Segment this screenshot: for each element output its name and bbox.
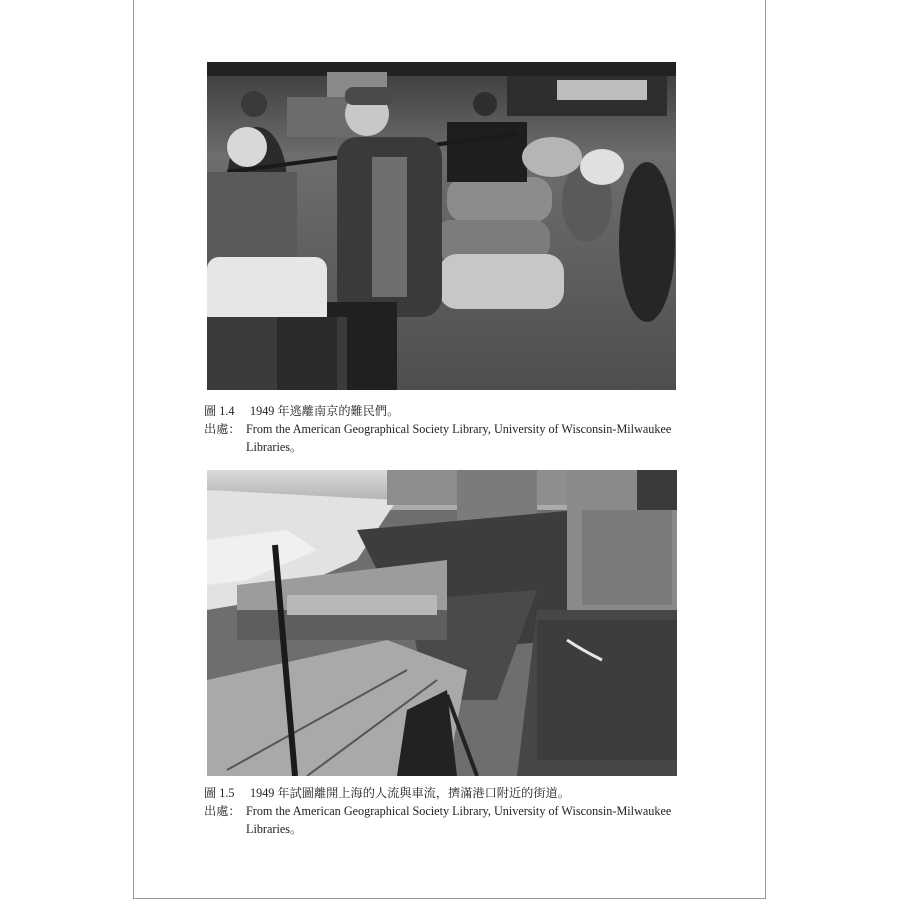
figure-1-5-source-continuation: Libraries。 [246,822,303,836]
figure-1-5-source-label: 出處： [204,804,241,818]
figure-1-4-title-line [204,402,682,420]
figure-1-5-number: 圖 1.5 [204,786,235,800]
figure-1-4-number: 圖 1.4 [204,404,235,418]
figure-1-4-source-label: 出處： [204,422,241,436]
shanghai-harbor-photo [207,470,677,776]
refugees-nanjing-photo [207,62,676,390]
figure-1-4-source-line [204,420,682,438]
figure-1-4-caption [204,402,682,456]
figure-1-5-source-text: From the American Geographical Society Library, University of Wisconsin-Milwaukee [246,804,672,818]
figure-1-5-source-line [204,802,682,820]
figure-1-5-title: 1949 年試圖離開上海的人流與車流，擠滿港口附近的街道。 [250,786,570,800]
figure-1-4-title: 1949 年逃離南京的難民們。 [250,404,400,418]
figure-1-4-source-continuation: Libraries。 [246,440,303,454]
figure-1-5-caption [204,784,682,838]
figure-1-5-title-line [204,784,682,802]
figure-1-4-source-text: From the American Geographical Society Library, University of Wisconsin-Milwaukee [246,422,672,436]
